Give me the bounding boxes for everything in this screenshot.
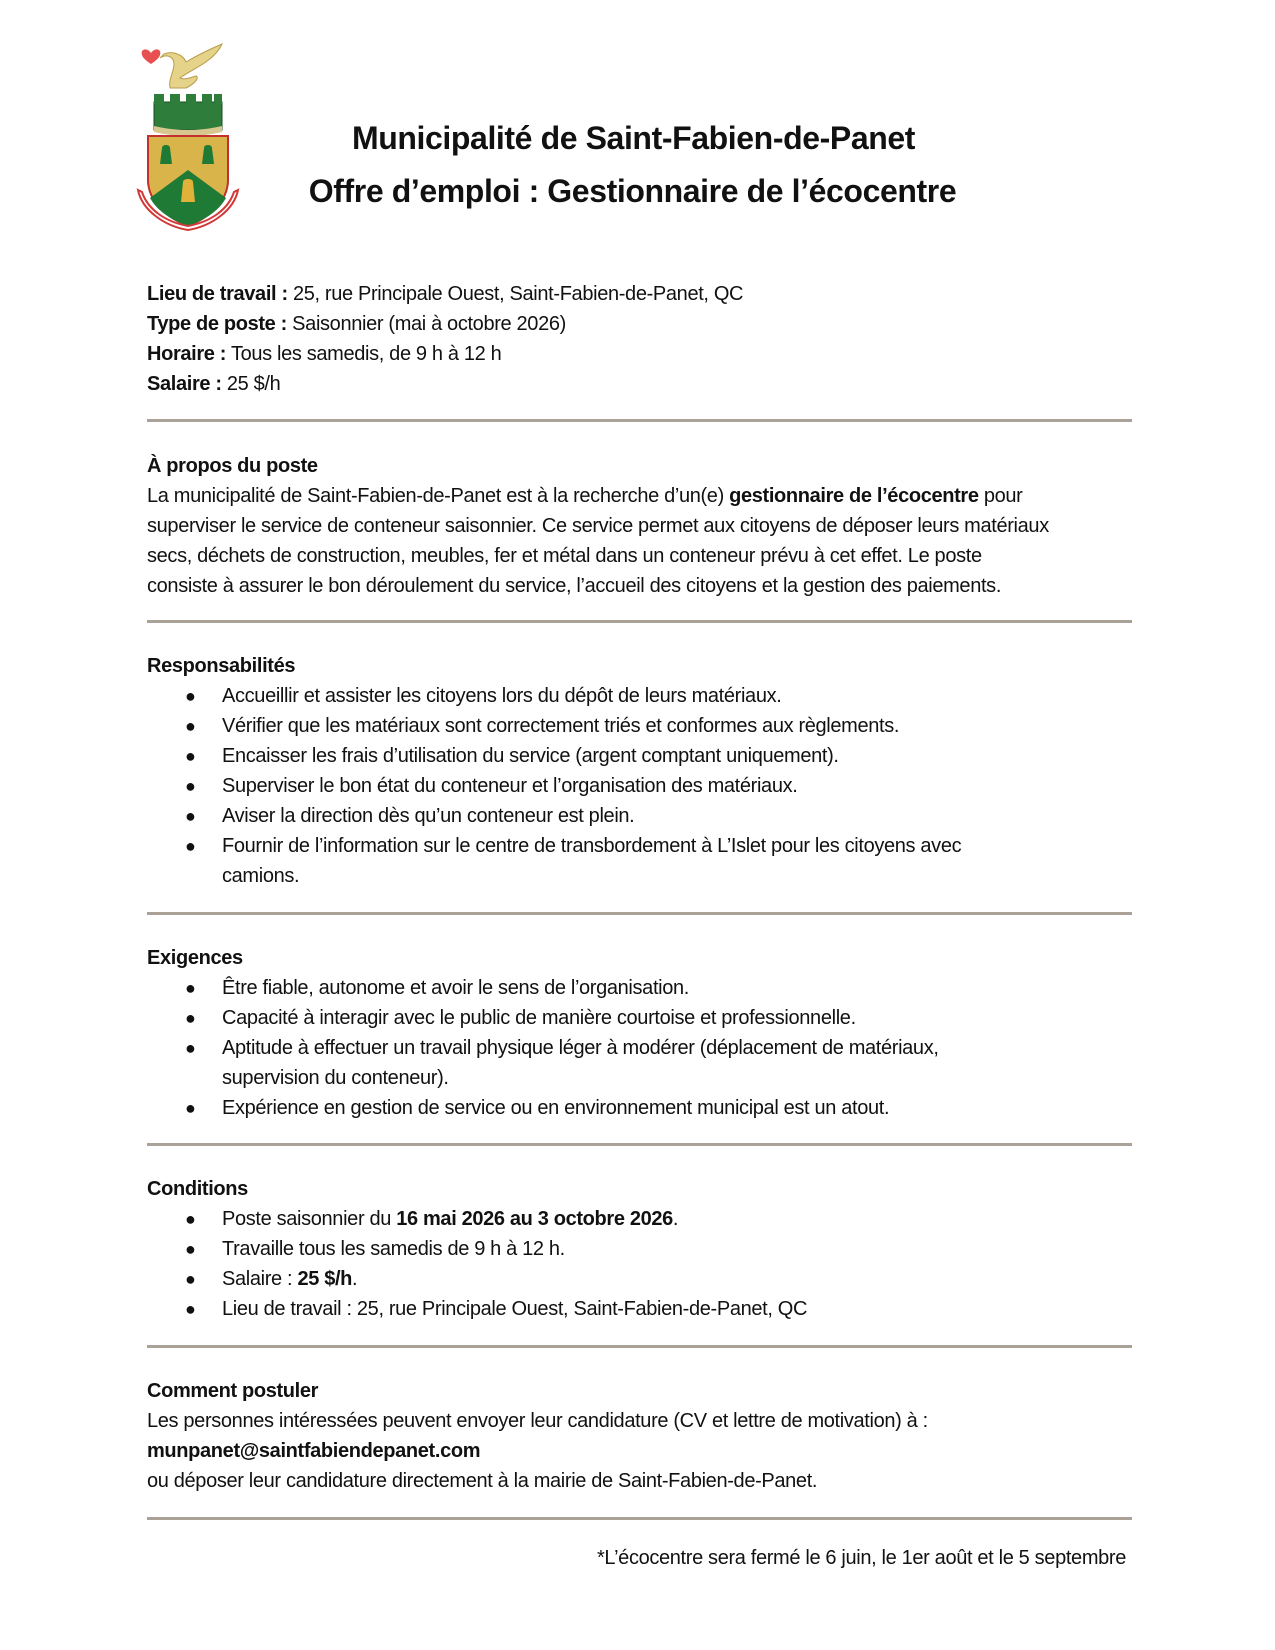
bullet-icon: ● xyxy=(185,1098,196,1118)
conditions-list xyxy=(147,1204,1132,1324)
bullet-icon: ● xyxy=(185,1209,196,1229)
section-heading-about: À propos du poste xyxy=(147,455,318,477)
requirements-list xyxy=(147,973,1132,1123)
apply-instructions: Les personnes intéressées peuvent envoyer leur candidature (CV et lettre de motivation) à : xyxy=(147,1410,928,1432)
bullet-icon: ● xyxy=(185,716,196,736)
bullet-icon: ● xyxy=(185,776,196,796)
apply-section xyxy=(147,1376,1132,1496)
divider xyxy=(147,912,1132,915)
divider xyxy=(147,1345,1132,1348)
section-heading-apply: Comment postuler xyxy=(147,1380,319,1402)
heart-icon xyxy=(142,49,161,64)
divider xyxy=(147,419,1132,422)
list-item: ● Accueillir et assister les citoyens lors du dépôt de leurs matériaux. xyxy=(147,681,1132,711)
list-item: ● Expérience en gestion de service ou en environnement municipal est un atout. xyxy=(147,1093,1132,1123)
about-line: secs, déchets de construction, meubles, fer et métal dans un conteneur prévu à cet effet. Le poste xyxy=(147,545,982,567)
bullet-icon: ● xyxy=(185,1299,196,1319)
list-item: ● Poste saisonnier du 16 mai 2026 au 3 octobre 2026. xyxy=(147,1204,1132,1234)
list-item: ● Salaire : 25 $/h. xyxy=(147,1264,1132,1294)
summary-schedule: Horaire : Tous les samedis, de 9 h à 12 h xyxy=(147,343,502,365)
bullet-icon: ● xyxy=(185,1038,196,1058)
list-item: ● Être fiable, autonome et avoir le sens de l’organisation. xyxy=(147,973,1132,1003)
email-link[interactable]: munpanet@saintfabiendepanet.com xyxy=(147,1440,481,1462)
requirements-section xyxy=(147,943,1132,1123)
page-title-job-offer: Offre d’emploi : Gestionnaire de l’écocentre xyxy=(308,173,957,209)
list-item: ● Vérifier que les matériaux sont correctement triés et conformes aux règlements. xyxy=(147,711,1132,741)
page-title-municipality: Municipalité de Saint-Fabien-de-Panet xyxy=(351,120,916,156)
divider xyxy=(147,1517,1132,1520)
section-heading-requirements: Exigences xyxy=(147,947,243,969)
about-line: superviser le service de conteneur saisonnier. Ce service permet aux citoyens de déposer leurs matériaux xyxy=(147,515,1049,537)
about-line: consiste à assurer le bon déroulement du service, l’accueil des citoyens et la gestion des paiements. xyxy=(147,575,1002,597)
job-summary xyxy=(147,279,1132,399)
divider xyxy=(147,620,1132,623)
bullet-icon: ● xyxy=(185,978,196,998)
bullet-icon: ● xyxy=(185,746,196,766)
dove-icon xyxy=(160,44,222,88)
bullet-icon: ● xyxy=(185,1239,196,1259)
summary-job-type: Type de poste : Saisonnier (mai à octobre 2026) xyxy=(147,313,566,335)
section-heading-conditions: Conditions xyxy=(147,1178,248,1200)
list-item: ● Lieu de travail : 25, rue Principale Ouest, Saint-Fabien-de-Panet, QC xyxy=(147,1294,1132,1324)
list-item: ● Travaille tous les samedis de 9 h à 12 h. xyxy=(147,1234,1132,1264)
list-item: ● Fournir de l’information sur le centre de transbordement à L’Islet pour les citoyens avec camions. xyxy=(147,831,1132,891)
apply-alternative: ou déposer leur candidature directement à la mairie de Saint-Fabien-de-Panet. xyxy=(147,1470,818,1492)
list-item: ● Encaisser les frais d’utilisation du service (argent comptant uniquement). xyxy=(147,741,1132,771)
bullet-icon: ● xyxy=(185,1008,196,1028)
divider xyxy=(147,1143,1132,1146)
list-item: ● Capacité à interagir avec le public de manière courtoise et professionnelle. xyxy=(147,1003,1132,1033)
closure-note: *L’écocentre sera fermé le 6 juin, le 1er août et le 5 septembre xyxy=(596,1547,1126,1569)
list-item: ● Superviser le bon état du conteneur et l’organisation des matériaux. xyxy=(147,771,1132,801)
section-heading-responsibilities: Responsabilités xyxy=(147,655,296,677)
list-item: ● Aptitude à effectuer un travail physique léger à modérer (déplacement de matériaux, supervision du conteneur). xyxy=(147,1033,1132,1093)
responsibilities-section xyxy=(147,651,1132,891)
list-item: ● Aviser la direction dès qu’un conteneur est plein. xyxy=(147,801,1132,831)
bullet-icon: ● xyxy=(185,686,196,706)
bullet-icon: ● xyxy=(185,836,196,856)
summary-workplace: Lieu de travail : 25, rue Principale Ouest, Saint-Fabien-de-Panet, QC xyxy=(147,283,744,305)
summary-salary: Salaire : 25 $/h xyxy=(147,373,281,395)
conditions-section xyxy=(147,1174,1132,1324)
about-line: La municipalité de Saint-Fabien-de-Panet est à la recherche d’un(e) gestionnaire de l’écocentre pour xyxy=(147,485,1023,507)
about-section xyxy=(147,451,1132,601)
bullet-icon: ● xyxy=(185,806,196,826)
bullet-icon: ● xyxy=(185,1269,196,1289)
responsibilities-list xyxy=(147,681,1132,891)
